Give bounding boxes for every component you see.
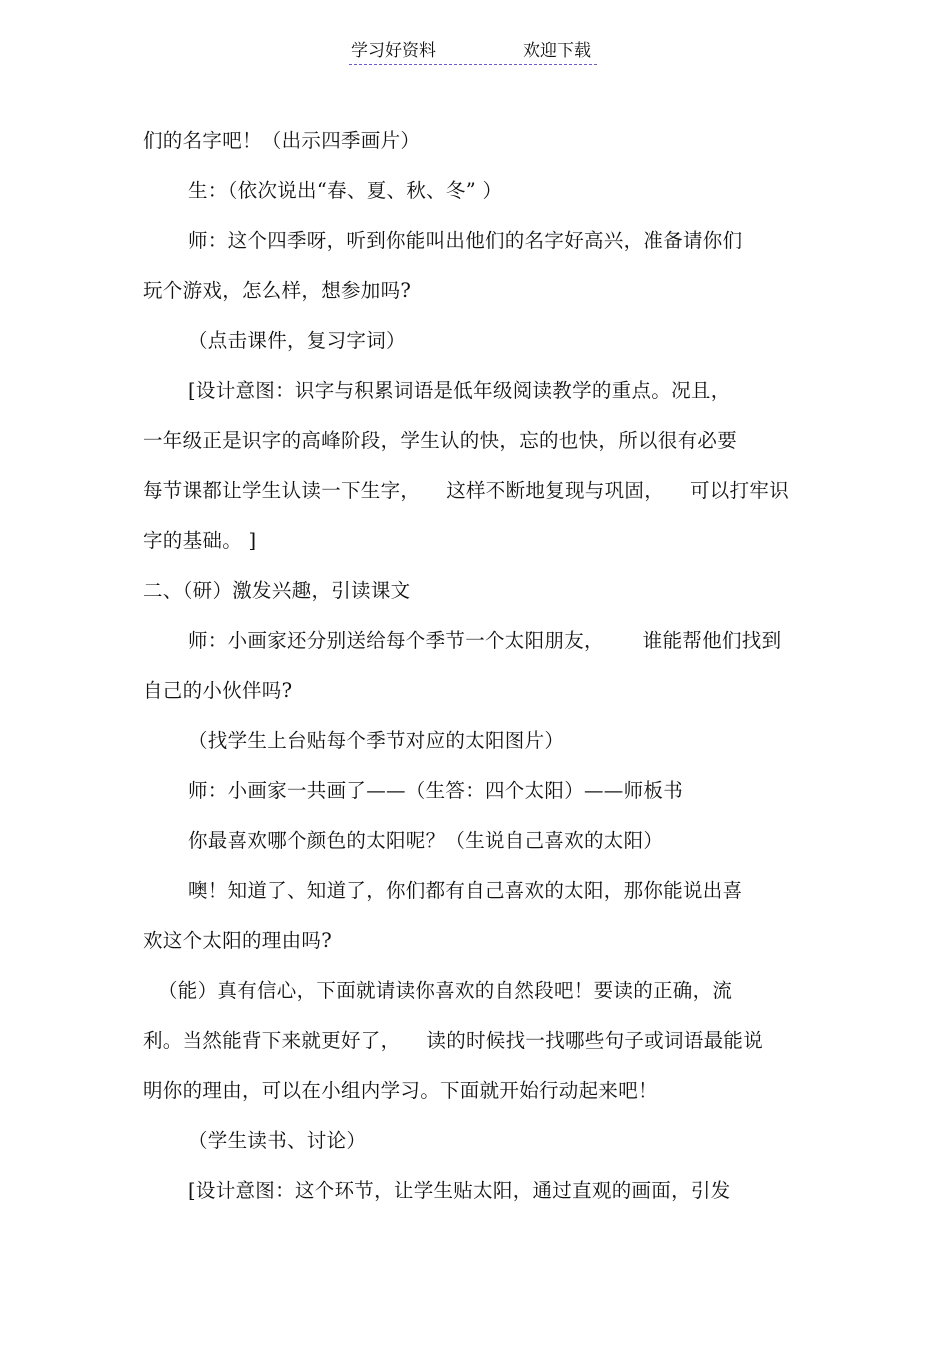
text-line: 噢！知道了、知道了，你们都有自己喜欢的太阳，那你能说出喜 <box>188 879 743 902</box>
text-line: （找学生上台贴每个季节对应的太阳图片） <box>188 729 565 752</box>
text-line: 欢这个太阳的理由吗? <box>143 929 332 952</box>
header-right-text: 欢迎下载 <box>523 41 591 61</box>
header-left-text: 学习好资料 <box>351 41 436 61</box>
text-line: [设计意图：识字与积累词语是低年级阅读教学的重点。况且， <box>188 379 731 402</box>
page-header <box>349 40 597 65</box>
text-line: 师：小画家一共画了——（生答：四个太阳）——师板书 <box>188 779 683 802</box>
text-line: 师：小画家还分别送给每个季节一个太阳朋友， 谁能帮他们找到 <box>188 629 782 652</box>
text-line: 玩个游戏，怎么样，想参加吗? <box>143 279 412 302</box>
text-line: 你最喜欢哪个颜色的太阳呢？（生说自己喜欢的太阳） <box>188 829 664 852</box>
text-line: （点击课件，复习字词） <box>188 329 406 352</box>
section-heading: 二、（研）激发兴趣，引读课文 <box>143 579 411 602</box>
text-line: [设计意图：这个环节，让学生贴太阳，通过直观的画面，引发 <box>188 1179 731 1202</box>
text-line: 每节课都让学生认读一下生字， 这样不断地复现与巩固， 可以打牢识 <box>143 479 789 502</box>
text-line: 字的基础。 ] <box>143 529 257 552</box>
text-line: 利。当然能背下来就更好了， 读的时候找一找哪些句子或词语最能说 <box>143 1029 763 1052</box>
text-line: 明你的理由，可以在小组内学习。下面就开始行动起来吧！ <box>143 1079 658 1102</box>
text-line: 一年级正是识字的高峰阶段，学生认的快，忘的也快，所以很有必要 <box>143 429 738 452</box>
text-line: （能）真有信心，下面就请读你喜欢的自然段吧！要读的正确，流 <box>158 979 733 1002</box>
text-line: （学生读书、讨论） <box>188 1129 367 1152</box>
text-line: 自己的小伙伴吗? <box>143 679 293 702</box>
text-line: 生：（依次说出“春、夏、秋、冬” ） <box>188 179 503 202</box>
text-line: 们的名字吧！（出示四季画片） <box>143 129 421 152</box>
text-line: 师：这个四季呀，听到你能叫出他们的名字好高兴，准备请你们 <box>188 229 743 252</box>
